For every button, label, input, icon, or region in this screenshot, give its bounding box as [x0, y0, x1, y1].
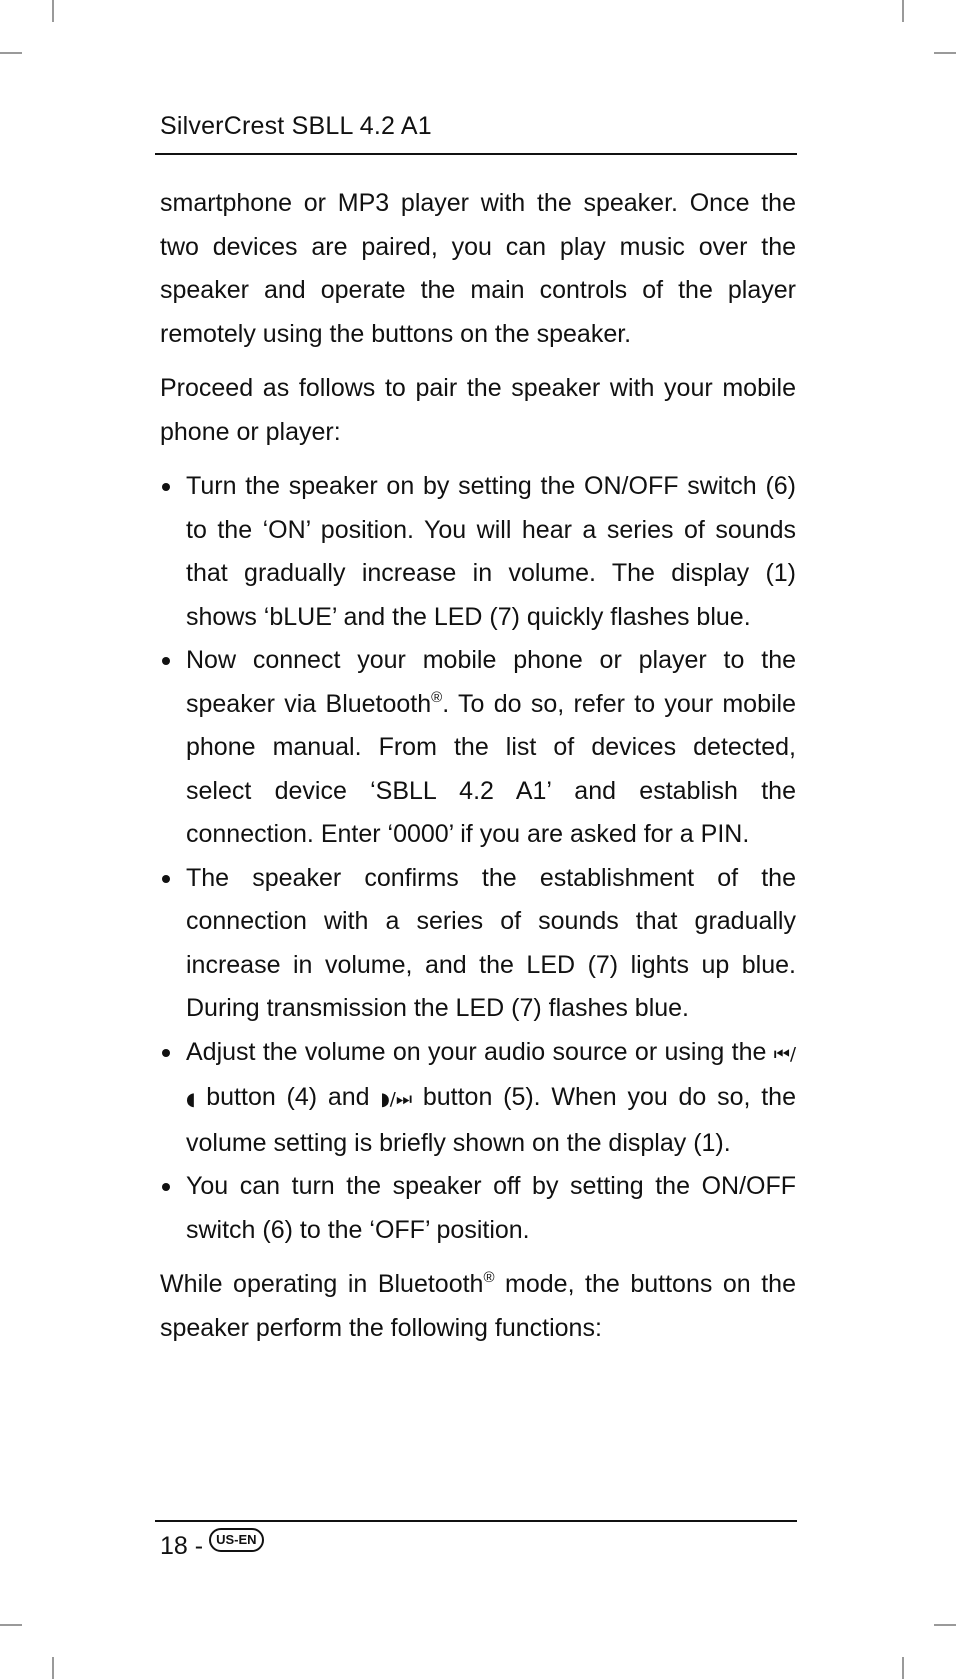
registered-mark: ®: [431, 688, 443, 706]
bullet-icon: [162, 483, 170, 491]
page-footer: [160, 1532, 264, 1561]
bullet-icon: [162, 1183, 170, 1191]
list-item: Now connect your mobile phone or player to the speaker via Bluetooth®. To do so, refer to your mobile phone manual. From the list of devices detected, select device ‘SBLL 4.2 A1’ and establish the connection. Enter ‘0000’ if you are asked for a PIN.: [160, 639, 796, 857]
volume-up-next-track-icon: ◗/⏭: [380, 1089, 413, 1110]
bullet-icon: [162, 1049, 170, 1057]
footer-rule: [155, 1520, 797, 1522]
bullet-icon: [162, 657, 170, 665]
proceed-paragraph: Proceed as follows to pair the speaker with your mobile phone or player:: [160, 374, 796, 446]
language-badge: US-EN: [209, 1528, 263, 1552]
crop-mark: [934, 52, 956, 54]
closing-paragraph: While operating in Bluetooth® mode, the buttons on the speaker perform the following functions:: [160, 1269, 796, 1342]
bullet-icon: [162, 875, 170, 883]
crop-mark: [902, 0, 904, 22]
list-item: You can turn the speaker off by setting the ON/OFF switch (6) to the ‘OFF’ position.: [160, 1165, 796, 1252]
page-number: 18 -: [160, 1532, 204, 1560]
intro-paragraph: smartphone or MP3 player with the speaker. Once the two devices are paired, you can play music over the speaker and operate the main controls of the player remotely using the buttons on the speaker.: [160, 189, 796, 348]
registered-mark: ®: [483, 1269, 495, 1286]
crop-mark: [902, 1657, 904, 1679]
list-item: Turn the speaker on by setting the ON/OFF switch (6) to the ‘ON’ position. You will hear a series of sounds that gradually increase in volume. The display (1) shows ‘bLUE’ and the LED (7) quickly flashes blue.: [160, 465, 796, 639]
list-item: The speaker confirms the establishment of the connection with a series of sounds that gradually increase in volume, and the LED (7) lights up blue. During transmission the LED (7) flashes blue.: [160, 857, 796, 1031]
list-item: Adjust the volume on your audio source or using the ⏮/◖ button (4) and ◗/⏭ button (5). When you do so, the volume setting is briefly shown on the display (1).: [160, 1031, 796, 1166]
crop-mark: [0, 52, 22, 54]
page-body: [160, 182, 796, 1361]
previous-track-volume-down-icon: ⏮/◖: [186, 1043, 797, 1110]
crop-mark: [934, 1624, 956, 1626]
crop-mark: [0, 1624, 22, 1626]
crop-mark: [52, 1657, 54, 1679]
page-header: SilverCrest SBLL 4.2 A1: [160, 112, 432, 140]
crop-mark: [52, 0, 54, 22]
header-rule: [155, 153, 797, 155]
pairing-steps: [160, 465, 796, 1252]
